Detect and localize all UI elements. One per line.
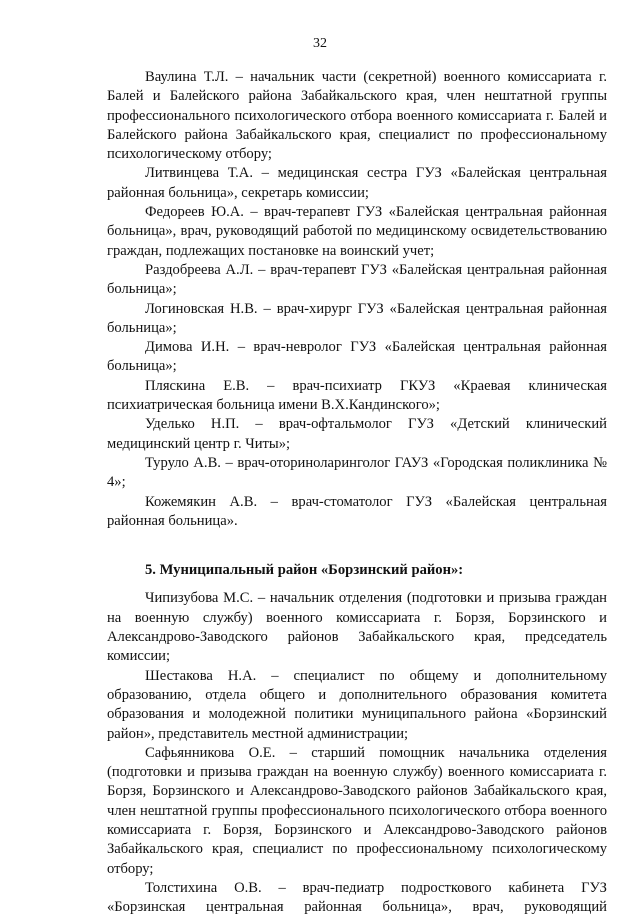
member-paragraph: Толстихина О.В. – врач-педиатр подросткового кабинета ГУЗ «Борзинская центральная районная больница», врач, руководящий (107, 879, 607, 916)
member-paragraph: Шестакова Н.А. – специалист по общему и дополнительному образованию, отдела общего и дополнительного образования комитета образования и молодежной политики муниципального района «Борзинский район», представитель местной администрации; (107, 667, 607, 742)
member-paragraph: Сафьянникова О.Е. – старший помощник начальника отделения (подготовки и призыва граждан на военную службу) военного комиссариата г. Борзя, Борзинского и Александрово-Заводского районов Забайкальского края, член нештатной группы профессионального психологического отбора военного комиссариата г. Борзя, Борзинского и Александрово-Заводского районов Забайкальского края, специалист по профессиональному психологическому отбору; (107, 744, 607, 877)
member-paragraph: Чипизубова М.С. – начальник отделения (подготовки и призыва граждан на военную службу) военного комиссариата г. Борзя, Борзинского и Александрово-Заводского районов Забайкальского края, председатель комиссии; (107, 590, 607, 665)
member-paragraph: Уделько Н.П. – врач-офтальмолог ГУЗ «Детский клинический медицинский центр г. Читы»; (107, 416, 607, 452)
member-paragraph: Логиновская Н.В. – врач-хирург ГУЗ «Балейская центральная районная больница»; (107, 300, 607, 336)
commission-members-borzya (107, 589, 607, 917)
member-paragraph: Кожемякин А.В. – врач-стоматолог ГУЗ «Балейская центральная районная больница». (107, 493, 607, 529)
member-paragraph: Федореев Ю.А. – врач-терапевт ГУЗ «Балейская центральная районная больница», врач, руководящий работой по медицинскому освидетельствованию граждан, подлежащих постановке на воинский учет; (107, 204, 607, 259)
page-content (107, 68, 607, 917)
commission-members-baley (107, 68, 607, 531)
page-number: 32 (313, 36, 327, 51)
member-paragraph: Туруло А.В. – врач-оториноларинголог ГАУЗ «Городская поликлиника № 4»; (107, 454, 607, 491)
member-paragraph: Раздобреева А.Л. – врач-терапевт ГУЗ «Балейская центральная районная больница»; (107, 261, 607, 298)
member-paragraph: Пляскина Е.В. – врач-психиатр ГКУЗ «Краевая клиническая психиатрическая больница имени В.Х.Кандинского»; (107, 377, 607, 414)
member-paragraph: Литвинцева Т.А. – медицинская сестра ГУЗ «Балейская центральная районная больница», секретарь комиссии; (107, 165, 607, 201)
member-paragraph: Ваулина Т.Л. – начальник части (секретной) военного комиссариата г. Балей и Балейского района Забайкальского края, член нештатной группы профессионального психологического отбора военного комиссариата г. Балей и Балейского района Забайкальского края, специалист по профессиональному психологическому отбору; (107, 69, 607, 163)
section-heading: 5. Муниципальный район «Борзинский район»: (145, 562, 464, 579)
member-paragraph: Димова И.Н. – врач-невролог ГУЗ «Балейская центральная районная больница»; (107, 339, 607, 375)
